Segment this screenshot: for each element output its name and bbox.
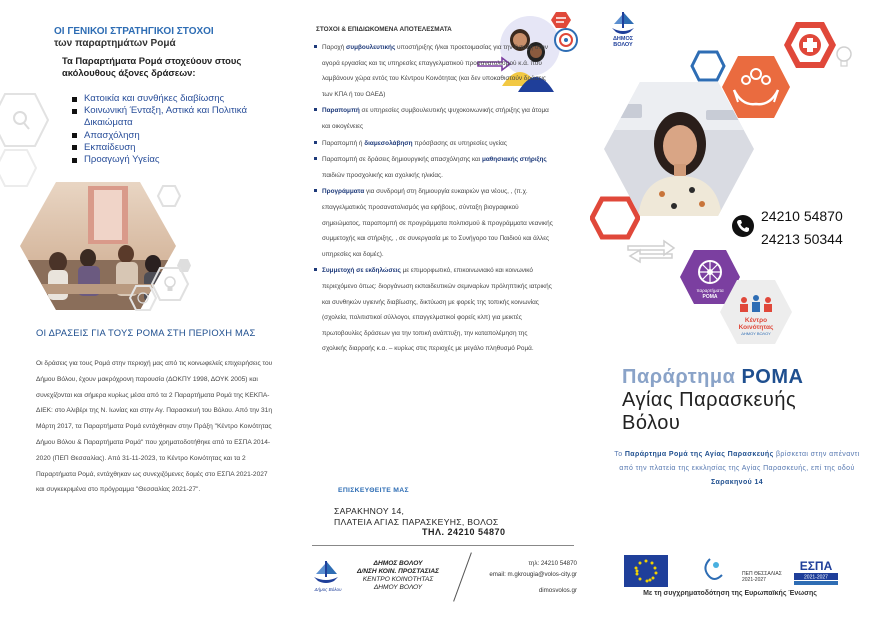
actions-text: Οι δράσεις για τους Ρομά στην περιοχή μας από τις κοινωφελείς επιχειρήσεις του Δήμου Βόλου, έχουν μακρόχρονη παρουσία (ΔΟΚΠΥ 1998, ΔΟΥΚ 2005) και συνεχίζονται και σήμερα κυρίως μέσα από τα 2 Παραρτήματα Ρομά της ΚΕΚΠΑ-ΔΙΕΚ: στο Αλιβέρι της Ν. Ιωνίας και στην Αγ. Παρασκευή του Βόλου. Από την 31η Μάρτη 2017, τα Παραρτήματα Ρομά εντάχθηκαν στην Πράξη "Κέντρο Κοινότητας Δήμου Βόλου & Παραρτήματα Ρομά" που χρηματοδοτήθηκε από το ΕΣΠΑ 2014-2020 (ΠΕΠ Θεσσαλίας). Από 31-11-2023, το Κέντρο Κοινότητας και τα 2 Παραρτήματα Ρομά, εντάχθηκαν ως συνεχιζόμενες δομές στο ΕΣΠΑ 2021-2027 και συγκεκριμένα στο πρόγραμμα "Θεσσαλίας 2021-27". — [36, 360, 273, 494]
goal-item: Κοινωνική Ένταξη, Αστικά και Πολιτικά Δικαιώματα — [68, 105, 248, 129]
objectives-heading: ΣΤΟΧΟΙ & ΕΠΙΔΙΩΚΟΜΕΝΑ ΑΠΟΤΕΛΕΣΜΑΤΑ — [316, 26, 452, 33]
hex-search-icon — [0, 92, 50, 148]
goal-item: Απασχόληση — [68, 130, 248, 142]
objective-item: Παραπομπή σε δράσεις δημιουργικής απασχόλησης και μαθησιακής στήριξης παιδιών προσχολικής και σχολικής ηλικίας. — [314, 152, 554, 183]
community-center-logo — [718, 278, 794, 346]
phone-number-1[interactable]: 24210 54870 — [761, 208, 843, 224]
footer-divider — [312, 545, 574, 546]
volos-ship-logo — [312, 559, 340, 589]
goal-item: Εκπαίδευση — [68, 142, 248, 154]
objective-item: Παραπομπή σε υπηρεσίες συμβουλευτικής ψυχοκοινωνικής στήριξης για άτομα και οικογένειες — [314, 103, 554, 134]
goals-list — [68, 93, 248, 166]
phone-numbers — [761, 205, 843, 251]
footer-contact-box — [312, 545, 582, 600]
visit-address: ΣΑΡΑΚΗΝΟΥ 14, ΠΛΑΤΕΙΑ ΑΓΙΑΣ ΠΑΡΑΣΚΕΥΗΣ, ΒΟΛΟΣ — [334, 506, 499, 527]
volos-logo-caption: ΔΗΜΟΣ ΒΟΛΟΥ — [612, 36, 634, 48]
page-title: Παράρτημα ΡΟΜΑ Αγίας Παρασκευής Βόλου — [622, 366, 804, 434]
svg-text:παραρτήματα: παραρτήματα — [696, 288, 724, 293]
footer-website[interactable]: dimosvolos.gr — [538, 587, 577, 594]
goals-intro: Τα Παραρτήματα Ρομά στοχεύουν στους ακόλουθους άξονες δράσεων: — [62, 55, 242, 78]
footer-slash — [453, 552, 472, 601]
visit-label: ΕΠΙΣΚΕΥΘΕΙΤΕ ΜΑΣ — [338, 487, 409, 494]
goal-item: Προαγωγή Υγείας — [68, 154, 248, 166]
middle-panel — [292, 0, 634, 619]
goals-title: ΟΙ ΓΕΝΙΚΟΙ ΣΤΡΑΤΗΓΙΚΟΙ ΣΤΟΧΟΙ των παραρτημάτων Ρομά — [54, 26, 214, 49]
objective-item: Προγράμματα για συνδρομή στη δημιουργία ευκαιριών για νέους, , (π.χ. επαγγελματικός προσανατολισμός για εφήβους, σύνταξη βιογραφικού σημειώματος, παραπομπή σε προγράμματα πολιτισμού & προγράμματα νεανικής συμμετοχής και στήριξης, , σε συνεργασία με το Συνήγορο του Παιδιού και άλλες υπηρεσίες και δομές). — [314, 184, 554, 262]
svg-text:Κέντρο: Κέντρο — [744, 317, 768, 324]
svg-text:2021-2027: 2021-2027 — [804, 574, 828, 581]
svg-text:ΔΗΜΟΥ ΒΟΛΟΥ: ΔΗΜΟΥ ΒΟΛΟΥ — [741, 331, 771, 336]
objective-item: Παροχή συμβουλευτικής υποστήριξης ή/και προετοιμασίας για την ένταξη στην αγορά εργασίας και τις υπηρεσίες επαγγελματικού προσανατολισμού κ.ά. που λαμβάνουν χώρα εντός του Κέντρου Κοινότητας (και δεν υποκαθιστούν δράσεις των ΚΠΑ ή του ΟΑΕΔ) — [314, 40, 554, 102]
svg-text:ΕΣΠΑ: ΕΣΠΑ — [799, 559, 833, 573]
footer-phone: τηλ: 24210 54870 — [528, 560, 577, 567]
footer-logo-text: Δήμος Βόλου — [314, 587, 342, 592]
phone-number-2[interactable]: 24213 50344 — [761, 231, 843, 247]
objective-item: Συμμετοχή σε εκδηλώσεις με επιμορφωτικό, επικοινωνιακό και κοινωνικό περιεχόμενο όπως: διοργάνωση εκπαιδευτικών σεμιναρίων πρόληπτικής ιατρικής και συνθηκών υγιεινής διαβίωσης, δικτύωση με φορείς της τοπικής κοινωνίας (σχολεία, πολιτιστικοί σύλλογοι, επαγγελματικοί φορείς κλπ) για μεικτές πρωτοβουλίες δράσεων για την τοπική ανάπτυξη, την καταπολέμηση της σχολικής διαρροής κ.α. – κυρίως στις περιοχές με μεγάλο πληθυσμό Ρομά. — [314, 263, 554, 357]
phone-icon — [732, 215, 754, 237]
footer-org: ΔΗΜΟΣ ΒΟΛΟΥ Δ/ΝΣΗ ΚΟΙΝ. ΠΡΟΣΤΑΣΙΑΣ ΚΕΝΤΡΟ ΚΟΙΝΟΤΗΤΑΣ ΔΗΜΟΥ ΒΟΛΟΥ — [356, 560, 439, 591]
objectives-list — [314, 40, 554, 357]
footer-email[interactable]: email: m.gkrougia@volos-city.gr — [489, 571, 577, 578]
hex-globe-icon — [128, 284, 158, 312]
svg-text:ΠΕΠ ΘΕΣΣΑΛΙΑΣ: ΠΕΠ ΘΕΣΣΑΛΙΑΣ — [742, 571, 782, 577]
visit-phone: ΤΗΛ. 24210 54870 — [422, 527, 506, 537]
left-panel — [0, 0, 292, 619]
right-panel — [584, 0, 876, 619]
footer-contact — [472, 558, 577, 596]
goal-item: Κατοικία και συνθήκες διαβίωσης — [68, 93, 248, 105]
svg-text:ΡΟΜΑ: ΡΟΜΑ — [702, 294, 718, 300]
eu-funding-caption: Με τη συγχρηματοδότηση της Ευρωπαϊκής Ένωσης — [643, 590, 817, 597]
objective-item: Παραπομπή ή διαμεσολάβηση πρόσβασης σε υπηρεσίες υγείας — [314, 136, 554, 152]
actions-title: ΟΙ ΔΡΑΣΕΙΣ ΓΙΑ ΤΟΥΣ ΡΟΜΑ ΣΤΗ ΠΕΡΙΟΧΗ ΜΑΣ — [36, 327, 256, 338]
funding-logos — [624, 553, 844, 593]
lightbulb-icon — [834, 44, 854, 72]
hex-outline — [590, 196, 640, 240]
svg-text:2021-2027: 2021-2027 — [742, 577, 766, 583]
hex-outline — [156, 184, 182, 208]
svg-text:Κοινότητας: Κοινότητας — [738, 324, 774, 331]
location-description: Το Παράρτημα Ρομά της Αγίας Παρασκευής βρίσκεται στην απέναντι από την πλατεία της εκκλησίας της Αγίας Παρασκευής, επί της οδού Σαρακηνού 14 — [614, 451, 860, 486]
